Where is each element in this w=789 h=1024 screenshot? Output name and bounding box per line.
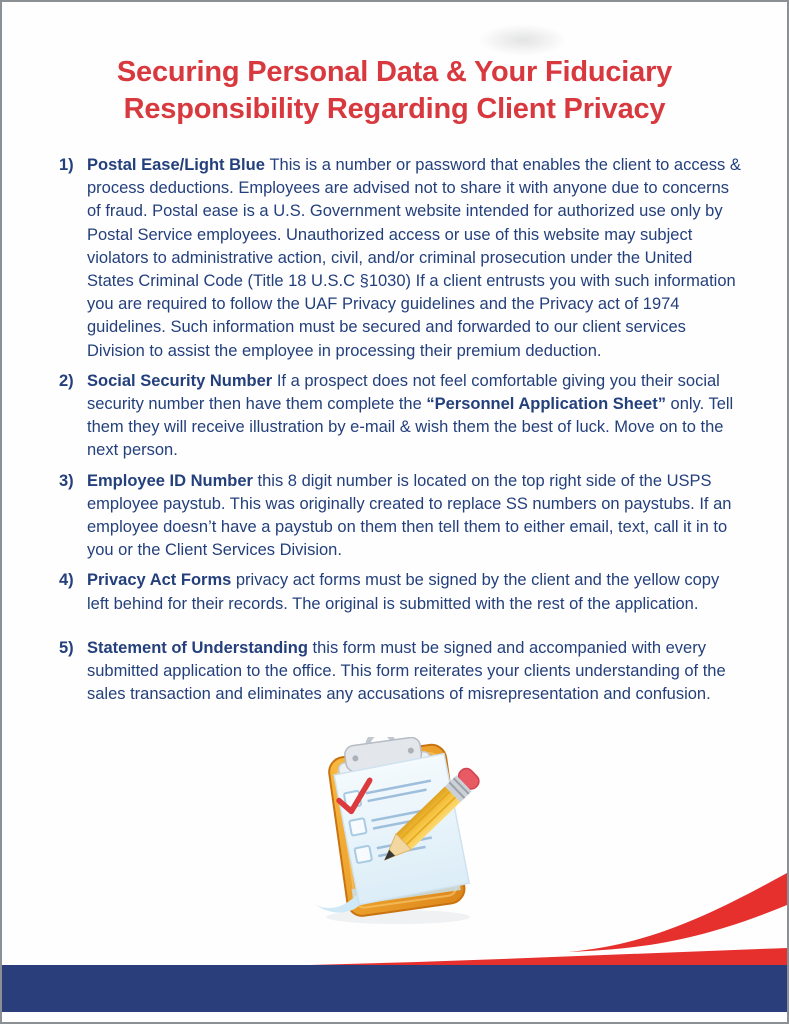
list-item-1	[59, 154, 743, 363]
item-number: 3)	[59, 471, 74, 490]
item-text: Postal Ease/Light Blue This is a number or password that enables the client to access & process deductions. Employees are advised not to share it with anyone due to concerns of fraud. Postal ease is a U.S. Government website intended for authorized use only by Postal Service employees. Unauthorized access or use of this website may subject violators to administrative action, civil, and/or criminal prosecution under the United States Criminal Code (Title 18 U.S.C §1030) If a client entrusts you with such information you are required to follow the UAF Privacy guidelines and the Privacy act of 1974 guidelines. Such information must be secured and forwarded to our client services Division to assist the employee in processing their premium deduction.	[87, 156, 741, 360]
item-text: Social Security Number If a prospect does not feel comfortable giving you their social security number then have them complete the “Personnel Application Sheet” only. Tell them they will receive illustration by e-mail & wish them the best of luck. Move on to the next person.	[87, 371, 734, 460]
scan-smudge	[478, 24, 568, 56]
item-text: Statement of Understanding this form must be signed and accompanied with every submitted application to the office. This form reiterates your clients understanding of the sales transaction and eliminates any accusations of misrepresentation and confusion.	[87, 638, 726, 704]
item-number: 4)	[59, 571, 74, 590]
item-number: 2)	[59, 371, 74, 390]
item-text: Employee ID Number this 8 digit number is located on the top right side of the USPS employee paystub. This was originally created to replace SS numbers on paystubs. If an employee doesn’t have a paystub on them then tell them to either email, text, call it in to you or the Client Services Division.	[87, 471, 732, 560]
title-line-2: Responsibility Regarding Client Privacy	[123, 93, 666, 125]
title-line-1: Securing Personal Data & Your Fiduciary	[116, 56, 673, 88]
page-title	[42, 54, 747, 128]
list-item-4	[59, 569, 743, 615]
list-item-2	[59, 370, 743, 463]
list-item-5	[59, 637, 743, 707]
navy-band	[2, 965, 787, 1012]
numbered-list	[59, 154, 743, 706]
footer-swoosh	[2, 864, 787, 1022]
red-ribbon-swoosh	[568, 873, 787, 952]
red-wedge	[310, 948, 787, 966]
item-number: 1)	[59, 156, 74, 174]
list-item-3	[59, 470, 743, 563]
item-number: 5)	[59, 638, 74, 657]
item-text: Privacy Act Forms privacy act forms must be signed by the client and the yellow copy left behind for their records. The original is submitted with the rest of the application.	[87, 571, 720, 613]
